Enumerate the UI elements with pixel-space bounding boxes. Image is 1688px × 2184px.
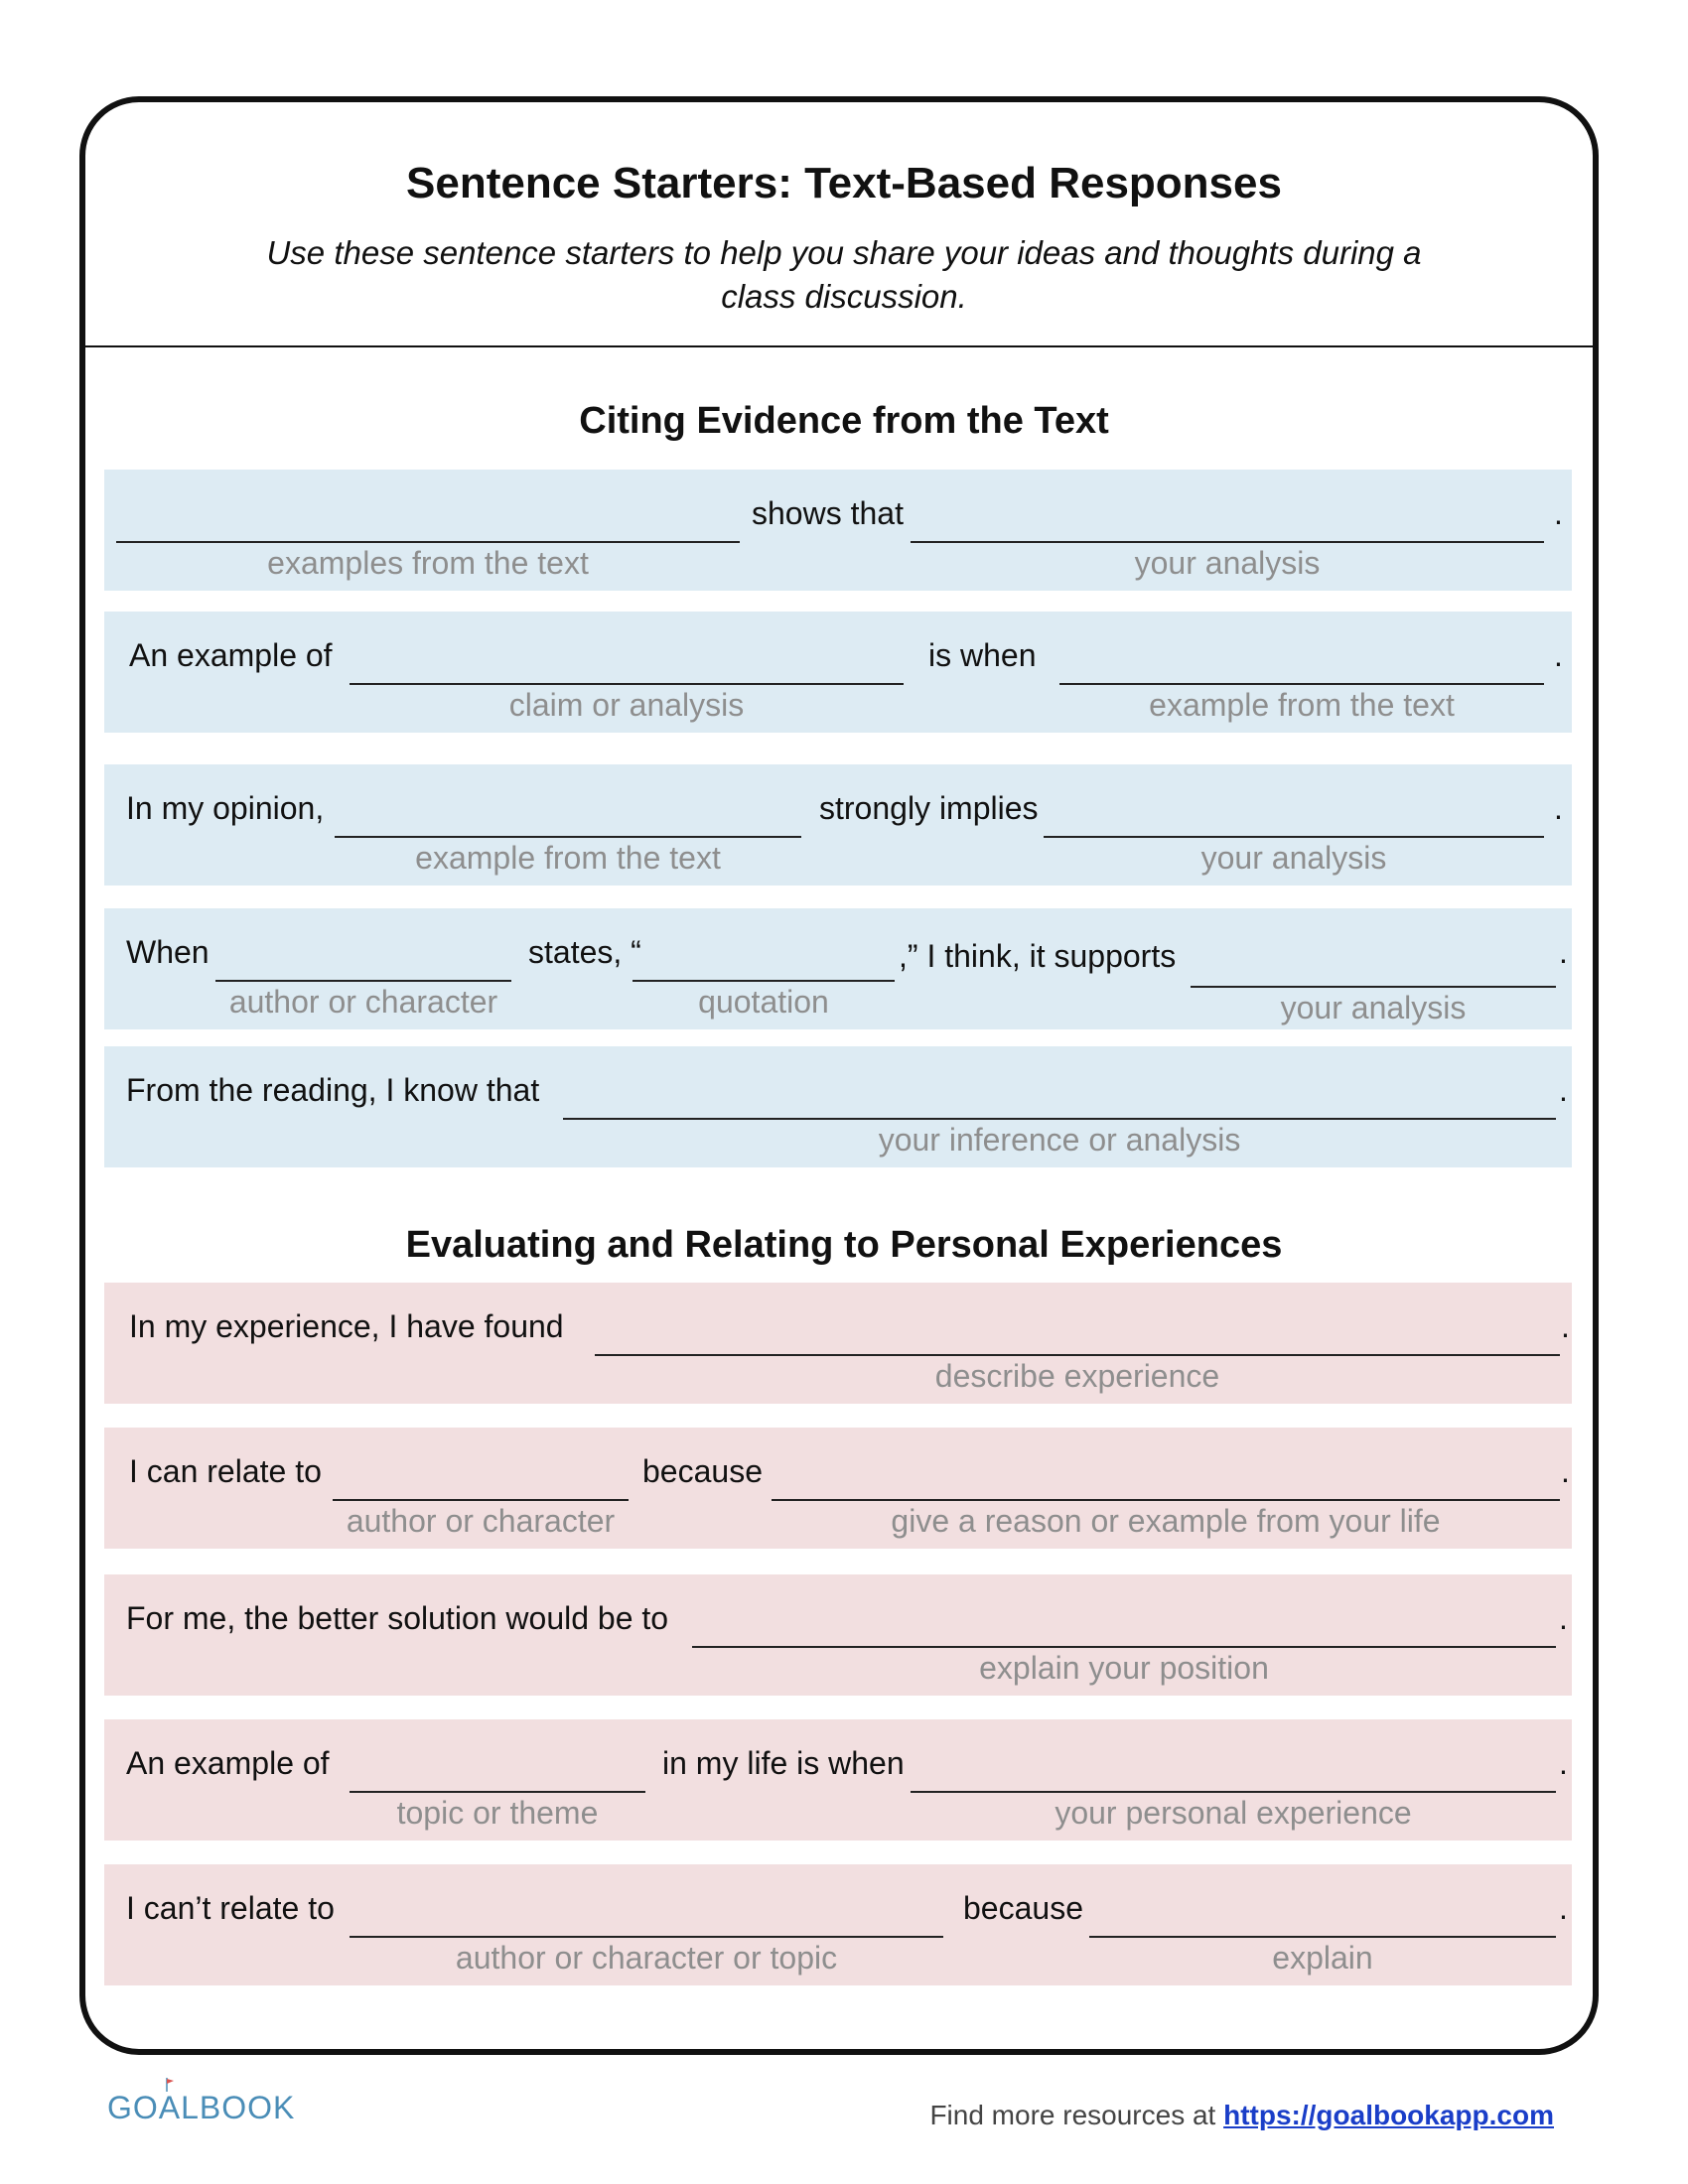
starter-text: For me, the better solution would be to [126, 1600, 669, 1636]
period: . [1559, 1745, 1568, 1781]
sentence-row [104, 1574, 1572, 1696]
footer-resources [929, 2100, 1554, 2131]
goalbook-logo [107, 2090, 295, 2126]
sentence-row [104, 1046, 1572, 1167]
sentence-row [104, 470, 1572, 591]
period: . [1554, 790, 1563, 826]
blank-line[interactable] [333, 1499, 629, 1501]
blank-line[interactable] [911, 1791, 1556, 1793]
footer-link[interactable]: https://goalbookapp.com [1223, 2100, 1554, 2130]
blank-line[interactable] [1191, 986, 1556, 988]
period: . [1561, 1308, 1570, 1344]
blank-line[interactable] [911, 541, 1544, 543]
sentence-row [104, 1283, 1572, 1404]
page-subtitle: Use these sentence starters to help you share your ideas and thoughts during a class discussion. [266, 234, 1422, 315]
blank-line[interactable] [350, 1936, 943, 1938]
blank-line[interactable] [1044, 836, 1544, 838]
blank-hint: explain [1272, 1940, 1373, 1976]
sentence-row [104, 764, 1572, 886]
period: . [1554, 495, 1563, 531]
blank-line[interactable] [692, 1646, 1556, 1648]
blank-hint: your analysis [1280, 990, 1467, 1025]
blank-hint: give a reason or example from your life [891, 1503, 1441, 1539]
sentence-row [104, 908, 1572, 1029]
starter-text: An example of [126, 1745, 330, 1781]
period: . [1559, 1072, 1568, 1108]
starter-text: An example of [129, 637, 333, 673]
sentence-row [104, 1428, 1572, 1549]
blank-hint: example from the text [1149, 687, 1455, 723]
header-divider [82, 345, 1597, 347]
footer-text: Find more resources at [929, 2100, 1216, 2130]
blank-line[interactable] [772, 1499, 1560, 1501]
blank-line[interactable] [1059, 683, 1544, 685]
blank-hint: claim or analysis [508, 687, 745, 723]
blank-line[interactable] [563, 1118, 1556, 1120]
blank-line[interactable] [633, 980, 895, 982]
sentence-row [104, 1719, 1572, 1841]
period: . [1559, 1890, 1568, 1926]
blank-hint: example from the text [415, 840, 721, 876]
blank-line[interactable] [215, 980, 511, 982]
starter-text: I can’t relate to [126, 1890, 335, 1926]
period: . [1559, 934, 1568, 970]
starter-text: ,” I think, it supports [899, 938, 1177, 974]
blank-hint: explain your position [979, 1650, 1269, 1686]
starter-text: In my experience, I have found [129, 1308, 564, 1344]
blank-line[interactable] [335, 836, 801, 838]
starter-text: From the reading, I know that [126, 1072, 540, 1108]
period: . [1554, 637, 1563, 673]
page-title: Sentence Starters: Text-Based Responses [406, 159, 1282, 207]
blank-line[interactable] [595, 1354, 1560, 1356]
blank-hint: examples from the text [267, 545, 589, 581]
logo-text: GOALBOOK [107, 2090, 296, 2125]
flag-icon [165, 2078, 175, 2092]
blank-line[interactable] [116, 541, 740, 543]
sentence-row [104, 1864, 1572, 1985]
blank-hint: topic or theme [396, 1795, 599, 1831]
starter-text: strongly implies [819, 790, 1039, 826]
starter-text: In my opinion, [126, 790, 325, 826]
starter-text: because [642, 1453, 763, 1489]
starter-text: shows that [752, 495, 904, 531]
blank-hint: quotation [698, 984, 829, 1020]
blank-hint: your analysis [1200, 840, 1387, 876]
period: . [1559, 1600, 1568, 1636]
starter-text: states, “ [528, 934, 641, 970]
blank-line[interactable] [350, 683, 904, 685]
starter-text: because [963, 1890, 1083, 1926]
blank-hint: describe experience [934, 1358, 1220, 1394]
period: . [1561, 1453, 1570, 1489]
sentence-row [104, 612, 1572, 733]
starter-text: in my life is when [662, 1745, 905, 1781]
blank-line[interactable] [1089, 1936, 1556, 1938]
blank-hint: author or character [228, 984, 498, 1020]
starter-text: I can relate to [129, 1453, 322, 1489]
section-heading-personal-experiences: Evaluating and Relating to Personal Experiences [405, 1224, 1283, 1266]
section-heading-citing-evidence: Citing Evidence from the Text [579, 400, 1109, 442]
blank-hint: your analysis [1134, 545, 1321, 581]
starter-text: is when [928, 637, 1037, 673]
starter-text: When [126, 934, 210, 970]
blank-line[interactable] [350, 1791, 645, 1793]
blank-hint: author or character or topic [455, 1940, 838, 1976]
blank-hint: your personal experience [1055, 1795, 1412, 1831]
blank-hint: your inference or analysis [878, 1122, 1241, 1158]
blank-hint: author or character [346, 1503, 616, 1539]
